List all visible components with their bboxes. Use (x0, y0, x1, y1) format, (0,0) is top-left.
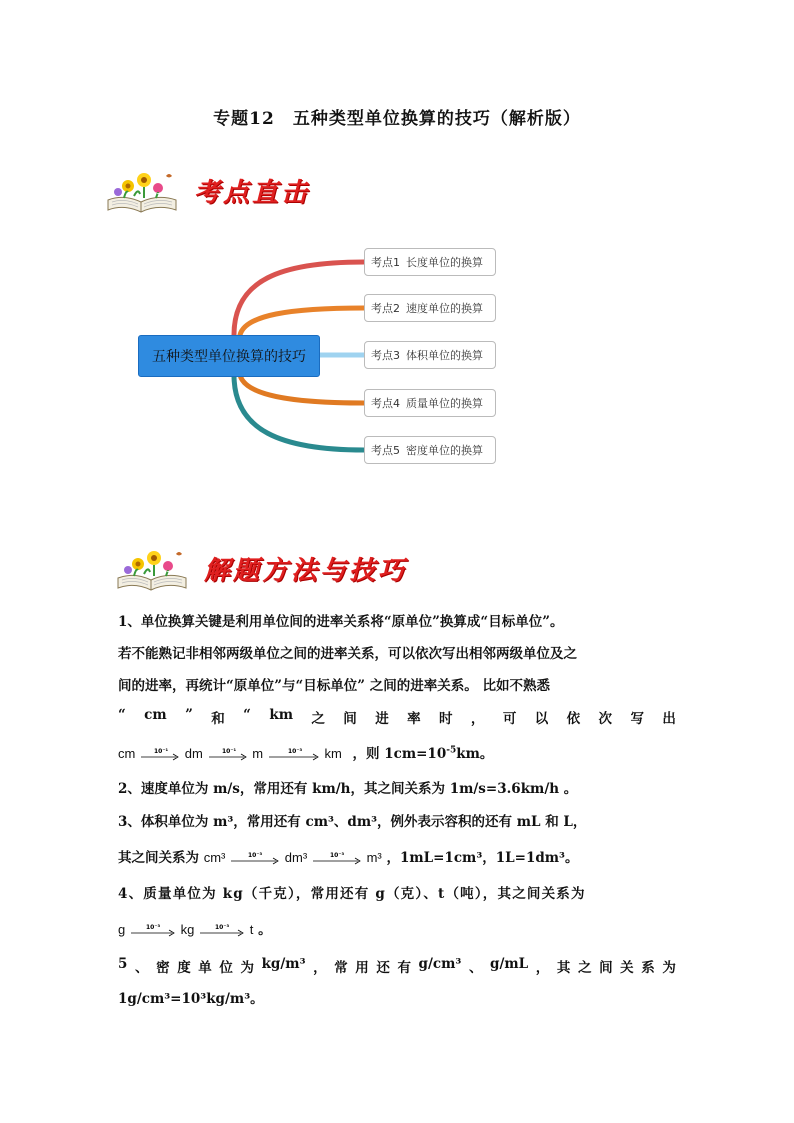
branch-key: 考点4 (371, 397, 400, 410)
branch-label: 质量单位的换算 (406, 397, 483, 410)
method-5-line-1 (118, 956, 676, 976)
branch-label: 体积单位的换算 (406, 349, 483, 362)
method-1-line-1: 1、单位换算关键是利用单位间的进率关系将“原单位”换算成“目标单位”。 (118, 614, 564, 630)
text-fragment: ，则 1cm=10 (352, 746, 447, 762)
text-fragment: 可 (502, 711, 517, 727)
text-fragment: 其 (556, 960, 571, 976)
unit-label: dm³ (284, 850, 308, 865)
text-fragment: 和 (211, 711, 225, 727)
unit-label: km (324, 746, 342, 761)
text-fragment: 用 (355, 960, 369, 976)
superscript: -5 (446, 745, 457, 756)
text-fragment: 、 (468, 960, 483, 976)
conversion-rate: 10⁻¹ (154, 747, 169, 755)
text-fragment: 常 (334, 960, 348, 976)
section-title-methods: 解题方法与技巧 (204, 556, 408, 586)
text-fragment: 度 (177, 960, 191, 976)
section-header-kaodian (104, 166, 504, 216)
unit-label: kg (180, 922, 195, 937)
text-fragment: 。 (258, 922, 272, 938)
text-fragment: 之 (577, 960, 592, 976)
text-fragment: 关 (620, 960, 634, 976)
text-fragment: ” (185, 707, 193, 723)
text-fragment: 为 (240, 960, 254, 976)
unit-label: m³ (366, 850, 382, 865)
method-3-chain (118, 846, 676, 867)
conversion-rate: 10⁻¹ (221, 747, 236, 755)
text-fragment: ，1mL=1cm³，1L=1dm³。 (386, 850, 579, 866)
text-fragment: ， (313, 960, 327, 976)
mind-map-center-node: 五种类型单位换算的技巧 (138, 335, 320, 377)
unit-label: m (252, 746, 264, 761)
mind-map-branch-3 (364, 341, 496, 369)
text-fragment: 单 (198, 960, 212, 976)
conversion-arrow (140, 747, 180, 763)
text-fragment: kg/m³ (261, 956, 306, 972)
method-4-line-1: 4、质量单位为 kg（千克），常用还有 g（克）、t（吨），其之间关系为 (118, 886, 586, 902)
text-fragment: 之 (311, 711, 325, 727)
conversion-arrow (312, 851, 362, 867)
method-1-chain (118, 742, 676, 763)
text-fragment: 密 (156, 960, 170, 976)
text-fragment: 写 (630, 711, 644, 727)
text-fragment: 进 (375, 711, 389, 727)
branch-label: 长度单位的换算 (406, 256, 483, 269)
branch-label: 速度单位的换算 (406, 302, 483, 315)
text-fragment: 系 (641, 960, 655, 976)
conversion-rate: 10⁻³ (248, 851, 263, 859)
conversion-arrow (130, 923, 176, 939)
branch-key: 考点1 (371, 256, 400, 269)
open-book-flowers-icon (104, 166, 180, 214)
method-3-line-1: 3、体积单位为 m³，常用还有 cm³、dm³，例外表示容积的还有 mL 和 L， (118, 814, 587, 830)
open-book-flowers-icon (114, 544, 190, 592)
method-1-line-4 (118, 707, 676, 727)
text-fragment: 次 (598, 711, 613, 727)
mind-map-branch-2 (364, 294, 496, 322)
unit-label: cm³ (203, 850, 226, 865)
text-fragment: 其之间关系为 (118, 850, 199, 866)
unit-label: g (118, 922, 126, 937)
text-fragment: “ (243, 707, 251, 723)
mind-map-branch-4 (364, 389, 496, 417)
text-fragment: 还 (376, 960, 390, 976)
branch-key: 考点5 (371, 444, 400, 457)
unit-label: dm (184, 746, 203, 761)
text-fragment: km (269, 707, 293, 723)
section-header-methods (114, 544, 514, 594)
text-fragment: 时 (439, 711, 453, 727)
conversion-arrow (199, 923, 245, 939)
text-fragment: g/cm³ (418, 956, 462, 972)
conversion-arrow (230, 851, 280, 867)
text-fragment: 以 (534, 711, 549, 727)
text-fragment: 间 (599, 960, 613, 976)
conversion-rate: 10⁻³ (329, 851, 345, 859)
mind-map-branch-5 (364, 436, 496, 464)
text-fragment: cm (144, 707, 167, 723)
text-fragment: 5 (118, 956, 128, 972)
text-fragment: 、 (135, 960, 149, 976)
unit-label: cm (118, 746, 136, 761)
conversion-rate: 10⁻³ (145, 923, 161, 931)
conversion-rate: 10⁻³ (287, 747, 302, 755)
method-2: 2、速度单位为 m/s，常用还有 km/h，其之间关系为 1m/s=3.6km/h 。 (118, 781, 578, 797)
page-title: 专题12 五种类型单位换算的技巧（解析版） (213, 109, 581, 129)
text-fragment: g/mL (490, 956, 529, 972)
text-fragment: 为 (662, 960, 676, 976)
text-fragment: 位 (219, 960, 233, 976)
conversion-arrow (268, 747, 320, 763)
branch-label: 密度单位的换算 (406, 444, 483, 457)
mind-map-branch-1 (364, 248, 496, 276)
branch-key: 考点3 (371, 349, 400, 362)
text-fragment: “ (118, 707, 126, 723)
text-fragment: ， (535, 960, 550, 976)
text-fragment: 间 (343, 711, 357, 727)
text-fragment: 依 (566, 711, 581, 727)
mind-map (130, 240, 510, 480)
text-fragment: 率 (407, 711, 421, 727)
text-fragment: ， (470, 711, 485, 727)
method-1-line-3: 间的进率，再统计“原单位”与“目标单位” 之间的进率关系。 比如不熟悉 (118, 678, 550, 694)
text-fragment: km。 (456, 746, 494, 762)
method-1-line-2: 若不能熟记非相邻两级单位之间的进率关系，可以依次写出相邻两级单位及之 (118, 646, 577, 662)
branch-key: 考点2 (371, 302, 400, 315)
unit-label: t (249, 922, 254, 937)
text-fragment: 出 (662, 711, 676, 727)
conversion-arrow (208, 747, 248, 763)
section-title-kaodian: 考点直击 (194, 178, 311, 208)
text-fragment: 有 (397, 960, 411, 976)
method-5-line-2: 1g/cm³=10³kg/m³。 (118, 991, 264, 1007)
conversion-rate: 10⁻³ (215, 923, 230, 931)
method-4-chain (118, 918, 676, 939)
